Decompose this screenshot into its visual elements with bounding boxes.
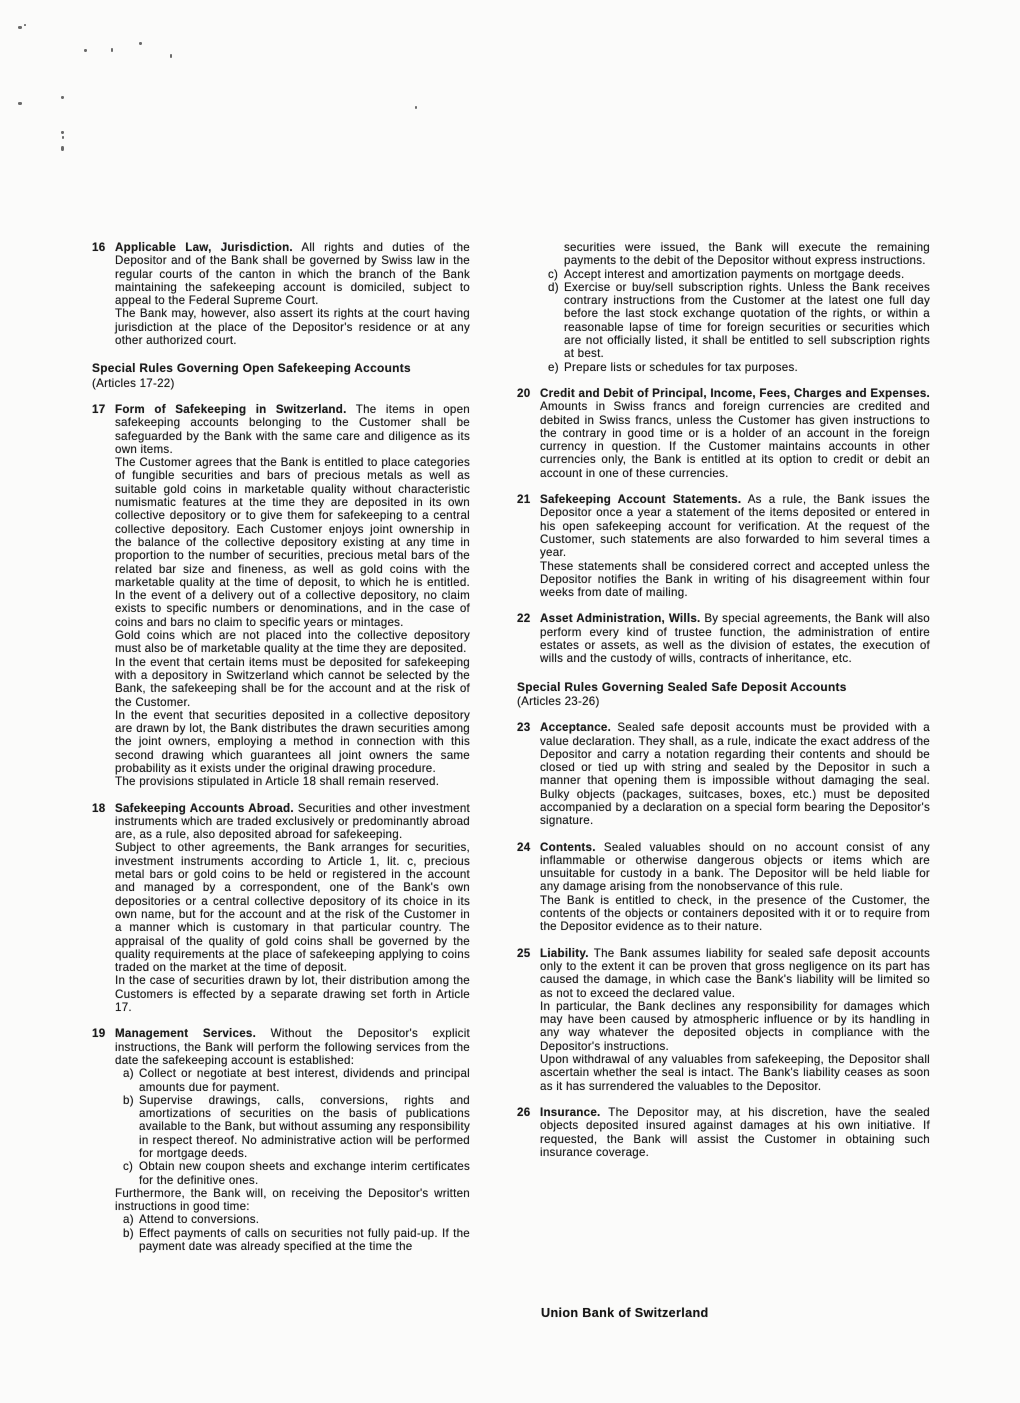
paragraph-text: As a rule, the Bank issues the Depositor once a year a statement of the items deposited or entered in his open safekeeping account for verification. At the request of the Customer, such statements are also forwarded to him several times a year. bbox=[540, 493, 930, 560]
paragraph-text: Upon withdrawal of any valuables from safekeeping, the Depositor shall ascertain whether the seal is intact. The Bank's liability ceases as soon as it has surrendered the valuables to the Depositor. bbox=[540, 1053, 930, 1093]
list-marker: b) bbox=[123, 1226, 134, 1240]
article-section bbox=[517, 387, 930, 480]
column-continuation bbox=[517, 241, 930, 374]
heading-title: Special Rules Governing Open Safekeeping Accounts bbox=[92, 361, 411, 376]
paragraph bbox=[540, 560, 930, 600]
section-number: 19 bbox=[92, 1027, 106, 1041]
section-title: Acceptance. bbox=[540, 721, 612, 735]
paragraph-text: Furthermore, the Bank will, on receiving the Depositor's written instructions in good time: bbox=[115, 1186, 470, 1214]
paragraph bbox=[540, 612, 930, 665]
section-body bbox=[540, 947, 930, 1093]
section-body bbox=[540, 721, 930, 827]
paragraph-text: By special agreements, the Bank will also perform every kind of trustee function, the administration of entire estates or assets, as well as the division of estates, the execution of wills and the custody of wills, contracts of inheritance, etc. bbox=[540, 612, 930, 666]
paragraph-text: The provisions stipulated in Article 18 shall remain reserved. bbox=[115, 775, 440, 789]
section-body bbox=[540, 387, 930, 480]
scan-speck bbox=[61, 96, 64, 99]
paragraph-text: The Customer agrees that the Bank is entitled to place categories of fungible securities and bars of precious metals as well as suitable gold coins in marketable quality without characteristic numismatic features at the time they are deposited in its own collective depository or to give them for safekeeping to a central collective depository. Each Customer enjoys joint ownership in the balance of the collective depository existing at any time in proportion to the number of securities, precious metal bars of the related bar size and fineness, as well as gold coins with the marketable quality at the time of deposit, to which he is entitled. In the event of a delivery out of a collective depository, no claim exists to specific numbers or denominations, and in the case of coins and bars no claim to specific years or mintages. bbox=[115, 456, 470, 629]
paragraph bbox=[540, 721, 930, 827]
list-item-text: Obtain new coupon sheets and exchange interim certificates for the definitive ones. bbox=[139, 1160, 470, 1187]
article-section bbox=[92, 241, 470, 347]
section-number: 16 bbox=[92, 241, 106, 254]
paragraph bbox=[540, 947, 930, 1000]
paragraph-text: In particular, the Bank declines any responsibility for damages which may have been caused by atmospheric influence or by its handling in any way whatever the deposited objects in compliance with the Depositor's instructions. bbox=[540, 999, 930, 1053]
paragraph-text: Sealed valuables should on no account consist of any inflammable or otherwise dangerous objects or items which are unsuitable for custody in a bank. The Depositor will be held liable for any damage arising from the nonobservance of this rule. bbox=[540, 840, 930, 894]
section-title: Safekeeping Accounts Abroad. bbox=[115, 801, 294, 815]
section-number: 18 bbox=[92, 801, 106, 815]
paragraph-text: In the event that securities deposited in a collective depository are drawn by lot, the Bank distributes the drawn securities among the joint owners, employing a method in connection with this second drawing which guarantees all joint owners the same probability as it exists under the original drawing procedure. bbox=[115, 708, 470, 775]
list-item-text: Collect or negotiate at best interest, dividends and principal amounts due for payment. bbox=[139, 1067, 470, 1094]
article-section bbox=[517, 612, 930, 665]
heading-articles: (Articles 17-22) bbox=[92, 376, 175, 390]
section-number: 25 bbox=[517, 946, 531, 960]
list-item bbox=[115, 1067, 470, 1094]
section-number: 21 bbox=[517, 493, 531, 507]
section-number bbox=[517, 241, 540, 374]
list-marker: e) bbox=[548, 360, 559, 374]
paragraph-text: Subject to other agreements, the Bank arranges for securities, investment instruments according to Article 1, lit. c, precious metal bars or gold coins to be held or registered in the account and managed by a correspondent, one of the Bank's own depositories or a central collective depository of its choice in its own name, but for the account and at the risk of the Customer in a manner which is customary in that particular country. The appraisal of the quality of gold coins shall be governed by the quality requirements at the place of safekeeping applying to coins traded on the market at the time of deposit. bbox=[115, 841, 470, 975]
article-section bbox=[517, 493, 930, 599]
paragraph bbox=[115, 974, 470, 1014]
paragraph bbox=[115, 802, 470, 842]
list-item-text: Supervise drawings, calls, conversions, rights and amortizations of securities on the basis of publications available to the Bank, but without assuming any responsibility in respect thereof. No administrative action will be performed for mortgage deeds. bbox=[139, 1093, 470, 1160]
paragraph bbox=[540, 1053, 930, 1093]
list-item bbox=[540, 361, 930, 374]
scan-speck bbox=[415, 106, 417, 109]
paragraph bbox=[115, 656, 470, 709]
section-title: Insurance. bbox=[540, 1105, 601, 1119]
scan-speck bbox=[62, 136, 64, 139]
list-marker: c) bbox=[548, 267, 559, 281]
section-number: 17 bbox=[92, 402, 106, 416]
list-item bbox=[115, 1094, 470, 1160]
paragraph-text: In the event that certain items must be deposited for safekeeping with a depository in Switzerland which cannot be selected by the Bank, the safekeeping shall be for the account and at the risk of the Customer. bbox=[115, 655, 470, 709]
section-number: 20 bbox=[517, 386, 531, 400]
scan-speck bbox=[111, 48, 113, 52]
list-item-text: Exercise or buy/sell subscription rights. Unless the Bank receives contrary instructions from the Customer at the latest one full day before the last stock exchange quotation of the rights, or within a reasonable lapse of time for foreign securities or securities which are not officially listed, it shall be entitled to sell subscription rights at best. bbox=[564, 280, 930, 361]
section-body bbox=[115, 241, 470, 347]
list-item bbox=[115, 1227, 470, 1254]
paragraph-text: securities were issued, the Bank will execute the remaining payments to the debit of the Depositor without express instructions. bbox=[564, 241, 930, 268]
paragraph bbox=[115, 841, 470, 974]
section-title: Form of Safekeeping in Switzerland. bbox=[115, 402, 347, 416]
section-body bbox=[540, 841, 930, 934]
paragraph-text: In the case of securities drawn by lot, their distribution among the Customers is effected by a separate drawing set forth in Article 17. bbox=[115, 974, 470, 1015]
article-section bbox=[517, 841, 930, 934]
paragraph bbox=[540, 241, 930, 268]
section-body bbox=[115, 403, 470, 789]
paragraph-text: The Depositor may, at his discretion, have the sealed objects deposited insured against damages at his own initiative. If requested, the Bank will assist the Customer in obtaining such insurance coverage. bbox=[540, 1105, 930, 1159]
section-body bbox=[115, 1027, 470, 1253]
article-section bbox=[517, 721, 930, 827]
section-number: 22 bbox=[517, 612, 531, 626]
section-title: Contents. bbox=[540, 840, 596, 854]
subsection-heading bbox=[92, 362, 470, 390]
list-item bbox=[540, 281, 930, 361]
list-item-text: Attend to conversions. bbox=[139, 1213, 260, 1227]
paragraph-text: The Bank is entitled to check, in the presence of the Customer, the contents of the objects or containers deposited with it or to require from the Depositor evidence as to their nature. bbox=[540, 893, 930, 934]
paragraph-text: Securities and other investment instruments which are traded exclusively or predominantly abroad are, as a rule, also deposited abroad for safekeeping. bbox=[115, 801, 470, 842]
paragraph bbox=[115, 1027, 470, 1067]
list-marker: a) bbox=[123, 1213, 134, 1227]
section-title: Liability. bbox=[540, 946, 589, 960]
list-item-text: Prepare lists or schedules for tax purposes. bbox=[564, 360, 798, 374]
paragraph bbox=[540, 1106, 930, 1159]
column-right bbox=[517, 241, 930, 1159]
list-item bbox=[115, 1213, 470, 1226]
paragraph bbox=[540, 387, 930, 480]
list-marker: a) bbox=[123, 1067, 134, 1081]
article-section bbox=[92, 1027, 470, 1253]
paragraph-text: The items in open safekeeping accounts belonging to the Customer shall be safeguarded by the Bank with the same care and diligence as its own items. bbox=[115, 402, 471, 456]
section-title: Safekeeping Account Statements. bbox=[540, 493, 742, 507]
paragraph bbox=[115, 307, 470, 347]
scan-speck bbox=[18, 26, 22, 29]
section-body bbox=[540, 241, 930, 374]
scan-speck bbox=[18, 102, 22, 105]
list-marker: b) bbox=[123, 1093, 134, 1107]
paragraph bbox=[115, 629, 470, 656]
paragraph-text: Amounts in Swiss francs and foreign currencies are credited and debited in Swiss francs, unless the Customer has given instructions to the contrary in good time or is a holder of an account in the foreign currency in question. If the Customer maintains accounts in other currencies only, the Bank is entitled at its option to credit or debit an account in one of these currencies. bbox=[540, 400, 930, 480]
paragraph-text: Gold coins which are not placed into the collective depository must also be of marketable quality at the time they are deposited. bbox=[115, 629, 470, 656]
paragraph-text: Sealed safe deposit accounts must be provided with a value declaration. They shall, as a rule, indicate the exact address of the Depositor and carry a notation regarding their contents and should be closed or tied up with string and sealed by the Depositor in such a manner that opening them is impossible without damaging the seal. Bulky objects (packages, suitcases, boxes, etc.) must be deposited accompanied by a declaration on a special form bearing the Depositor's signature. bbox=[540, 721, 930, 828]
paragraph bbox=[540, 1000, 930, 1053]
scan-speck bbox=[170, 54, 172, 58]
paragraph-text: The Bank assumes liability for sealed safe deposit accounts only to the extent it can be proven that gross negligence on its part has caused the damage, in which case the Bank's liability will be limited so as not to exceed the declared value. bbox=[540, 946, 930, 1000]
paragraph bbox=[115, 456, 470, 629]
section-body bbox=[540, 493, 930, 599]
paragraph bbox=[540, 493, 930, 559]
subsection-heading bbox=[517, 681, 930, 709]
heading-title: Special Rules Governing Sealed Safe Deposit Accounts bbox=[517, 679, 847, 694]
section-body bbox=[115, 802, 470, 1015]
section-number: 23 bbox=[517, 721, 531, 735]
section-title: Credit and Debit of Principal, Income, Fees, Charges and Expenses. bbox=[540, 386, 930, 400]
section-title: Asset Administration, Wills. bbox=[540, 612, 701, 626]
list-item bbox=[115, 1160, 470, 1187]
paragraph bbox=[115, 1187, 470, 1214]
paragraph bbox=[540, 894, 930, 934]
section-number: 24 bbox=[517, 840, 531, 854]
list-item-text: Effect payments of calls on securities not fully paid-up. If the payment date was already specified at the time the bbox=[139, 1226, 470, 1254]
column-left bbox=[92, 241, 470, 1253]
section-title: Management Services. bbox=[115, 1027, 257, 1041]
paragraph bbox=[115, 241, 470, 307]
article-section bbox=[92, 802, 470, 1015]
paragraph bbox=[540, 841, 930, 894]
article-section bbox=[517, 1106, 930, 1159]
list-marker: d) bbox=[548, 280, 559, 294]
paragraph-text: These statements shall be considered correct and accepted unless the Depositor notifies the Bank in writing of his disagreement within four weeks from date of mailing. bbox=[540, 559, 930, 600]
article-section bbox=[517, 947, 930, 1093]
section-body bbox=[540, 1106, 930, 1159]
article-section bbox=[92, 403, 470, 789]
scan-speck bbox=[61, 131, 64, 134]
footer-signature: Union Bank of Switzerland bbox=[541, 1306, 709, 1320]
scan-speck bbox=[139, 42, 142, 45]
section-title: Applicable Law, Jurisdiction. bbox=[115, 241, 293, 254]
list-item bbox=[540, 268, 930, 281]
section-number: 26 bbox=[517, 1105, 531, 1119]
scan-speck bbox=[61, 146, 64, 151]
scan-speck bbox=[84, 49, 87, 52]
list-item-text: Accept interest and amortization payments on mortgage deeds. bbox=[564, 267, 905, 281]
scan-speck bbox=[24, 24, 26, 26]
paragraph bbox=[115, 403, 470, 456]
paragraph-text: All rights and duties of the Depositor and of the Bank shall be governed by Swiss law in the regular courts of the canton in which the branch of the Bank maintaining the safekeeping account is domiciled, subject to appeal to the Federal Supreme Court. bbox=[115, 241, 470, 308]
paragraph-text: The Bank may, however, also assert its rights at the court having jurisdiction at the place of the Depositor's residence or at any other authorized court. bbox=[115, 307, 470, 348]
heading-articles: (Articles 23-26) bbox=[517, 694, 600, 708]
paragraph bbox=[115, 709, 470, 775]
list-marker: c) bbox=[123, 1160, 134, 1174]
paragraph bbox=[115, 775, 470, 788]
section-body bbox=[540, 612, 930, 665]
paragraph-text: Without the Depositor's explicit instructions, the Bank will perform the following services from the date the safekeeping account is established: bbox=[115, 1027, 470, 1067]
